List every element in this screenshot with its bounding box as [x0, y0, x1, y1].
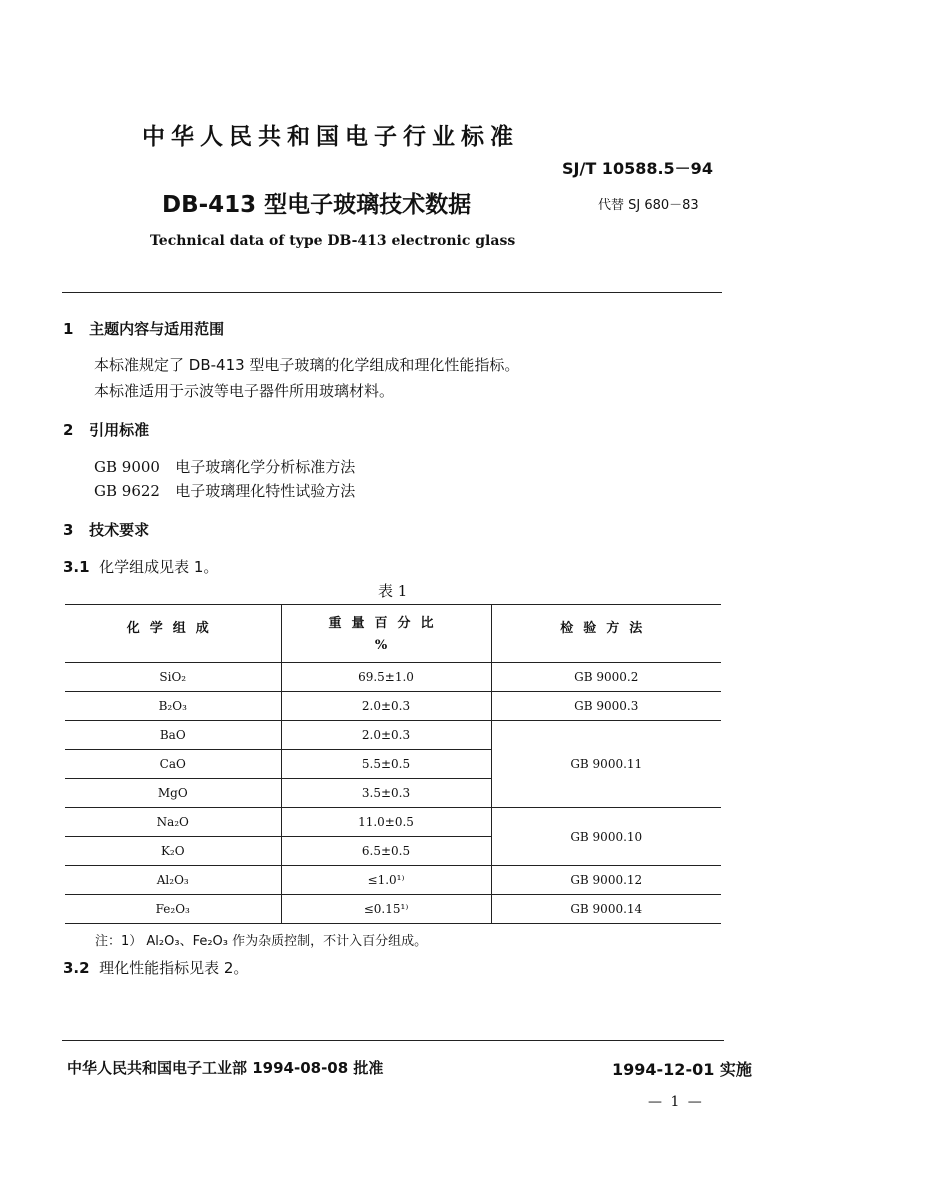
header-weight-label: 重量百分比 — [328, 616, 444, 631]
chemical-composition-table — [65, 604, 721, 924]
subsection-number: 3.2 — [63, 959, 90, 977]
component-cell: MgO — [65, 779, 281, 808]
value-cell: 5.5±0.5 — [281, 750, 491, 779]
table-header-row — [65, 605, 721, 663]
component-cell: Al₂O₃ — [65, 866, 281, 895]
component-cell: Fe₂O₃ — [65, 895, 281, 924]
standard-code: SJ/T 10588.5－94 — [562, 159, 713, 178]
table-row — [65, 866, 721, 895]
reference-code: GB 9622 — [94, 482, 160, 500]
component-cell: B₂O₃ — [65, 692, 281, 721]
table-row — [65, 895, 721, 924]
component-cell: BaO — [65, 721, 281, 750]
value-cell: 2.0±0.3 — [281, 721, 491, 750]
component-cell: SiO₂ — [65, 663, 281, 692]
english-title: Technical data of type DB-413 electronic glass — [150, 233, 516, 249]
header-weight-percent — [281, 605, 491, 663]
component-cell: CaO — [65, 750, 281, 779]
table-row — [65, 692, 721, 721]
section-title: 主题内容与适用范围 — [89, 320, 225, 338]
reference-code: GB 9000 — [94, 458, 160, 476]
component-cell: Na₂O — [65, 808, 281, 837]
subsection-number: 3.1 — [63, 558, 90, 576]
value-cell: ≤0.15¹⁾ — [281, 895, 491, 924]
subsection-3-1 — [63, 556, 218, 577]
reference-name: 电子玻璃化学分析标准方法 — [175, 458, 356, 476]
subsection-3-2 — [63, 957, 248, 978]
page-number: — 1 — — [648, 1094, 704, 1110]
value-cell: 6.5±0.5 — [281, 837, 491, 866]
reference-item — [94, 456, 355, 477]
paragraph: 本标准规定了 DB-413 型电子玻璃的化学组成和理化性能指标。 — [94, 356, 520, 374]
method-cell: GB 9000.2 — [491, 663, 721, 692]
section-2-heading — [63, 419, 149, 440]
implementation-text: 1994-12-01 实施 — [612, 1060, 752, 1079]
table-row — [65, 721, 721, 750]
section-title: 技术要求 — [89, 521, 150, 539]
header-component: 化学组成 — [65, 605, 281, 663]
header-unit: % — [374, 638, 398, 653]
method-cell: GB 9000.10 — [491, 808, 721, 866]
footer-divider — [62, 1040, 724, 1041]
header-divider — [62, 292, 722, 293]
method-cell: GB 9000.12 — [491, 866, 721, 895]
value-cell: 69.5±1.0 — [281, 663, 491, 692]
section-3-heading — [63, 519, 149, 540]
replaces-standard: 代替 SJ 680－83 — [598, 198, 699, 213]
approval-text: 中华人民共和国电子工业部 1994-08-08 批准 — [67, 1059, 384, 1077]
table-note: 注：1） Al₂O₃、Fe₂O₃ 作为杂质控制，不计入百分组成。 — [95, 934, 428, 949]
section-number: 1 — [63, 320, 74, 338]
method-cell: GB 9000.11 — [491, 721, 721, 808]
reference-name: 电子玻璃理化特性试验方法 — [175, 482, 356, 500]
subsection-text: 化学组成见表 1。 — [99, 558, 219, 576]
subsection-text: 理化性能指标见表 2。 — [99, 959, 249, 977]
section-number: 2 — [63, 421, 74, 439]
paragraph: 本标准适用于示波等电子器件所用玻璃材料。 — [94, 382, 395, 400]
value-cell: 3.5±0.3 — [281, 779, 491, 808]
value-cell: 2.0±0.3 — [281, 692, 491, 721]
document-title: DB-413 型电子玻璃技术数据 — [162, 192, 472, 218]
value-cell: 11.0±0.5 — [281, 808, 491, 837]
method-cell: GB 9000.3 — [491, 692, 721, 721]
standard-type: 中华人民共和国电子行业标准 — [142, 124, 519, 150]
component-cell: K₂O — [65, 837, 281, 866]
section-1-heading — [63, 318, 224, 339]
method-cell: GB 9000.14 — [491, 895, 721, 924]
table-row — [65, 663, 721, 692]
section-title: 引用标准 — [89, 421, 150, 439]
reference-item — [94, 480, 355, 501]
table-row — [65, 808, 721, 837]
section-number: 3 — [63, 521, 74, 539]
table-caption: 表 1 — [378, 582, 408, 600]
value-cell: ≤1.0¹⁾ — [281, 866, 491, 895]
header-method: 检验方法 — [491, 605, 721, 663]
